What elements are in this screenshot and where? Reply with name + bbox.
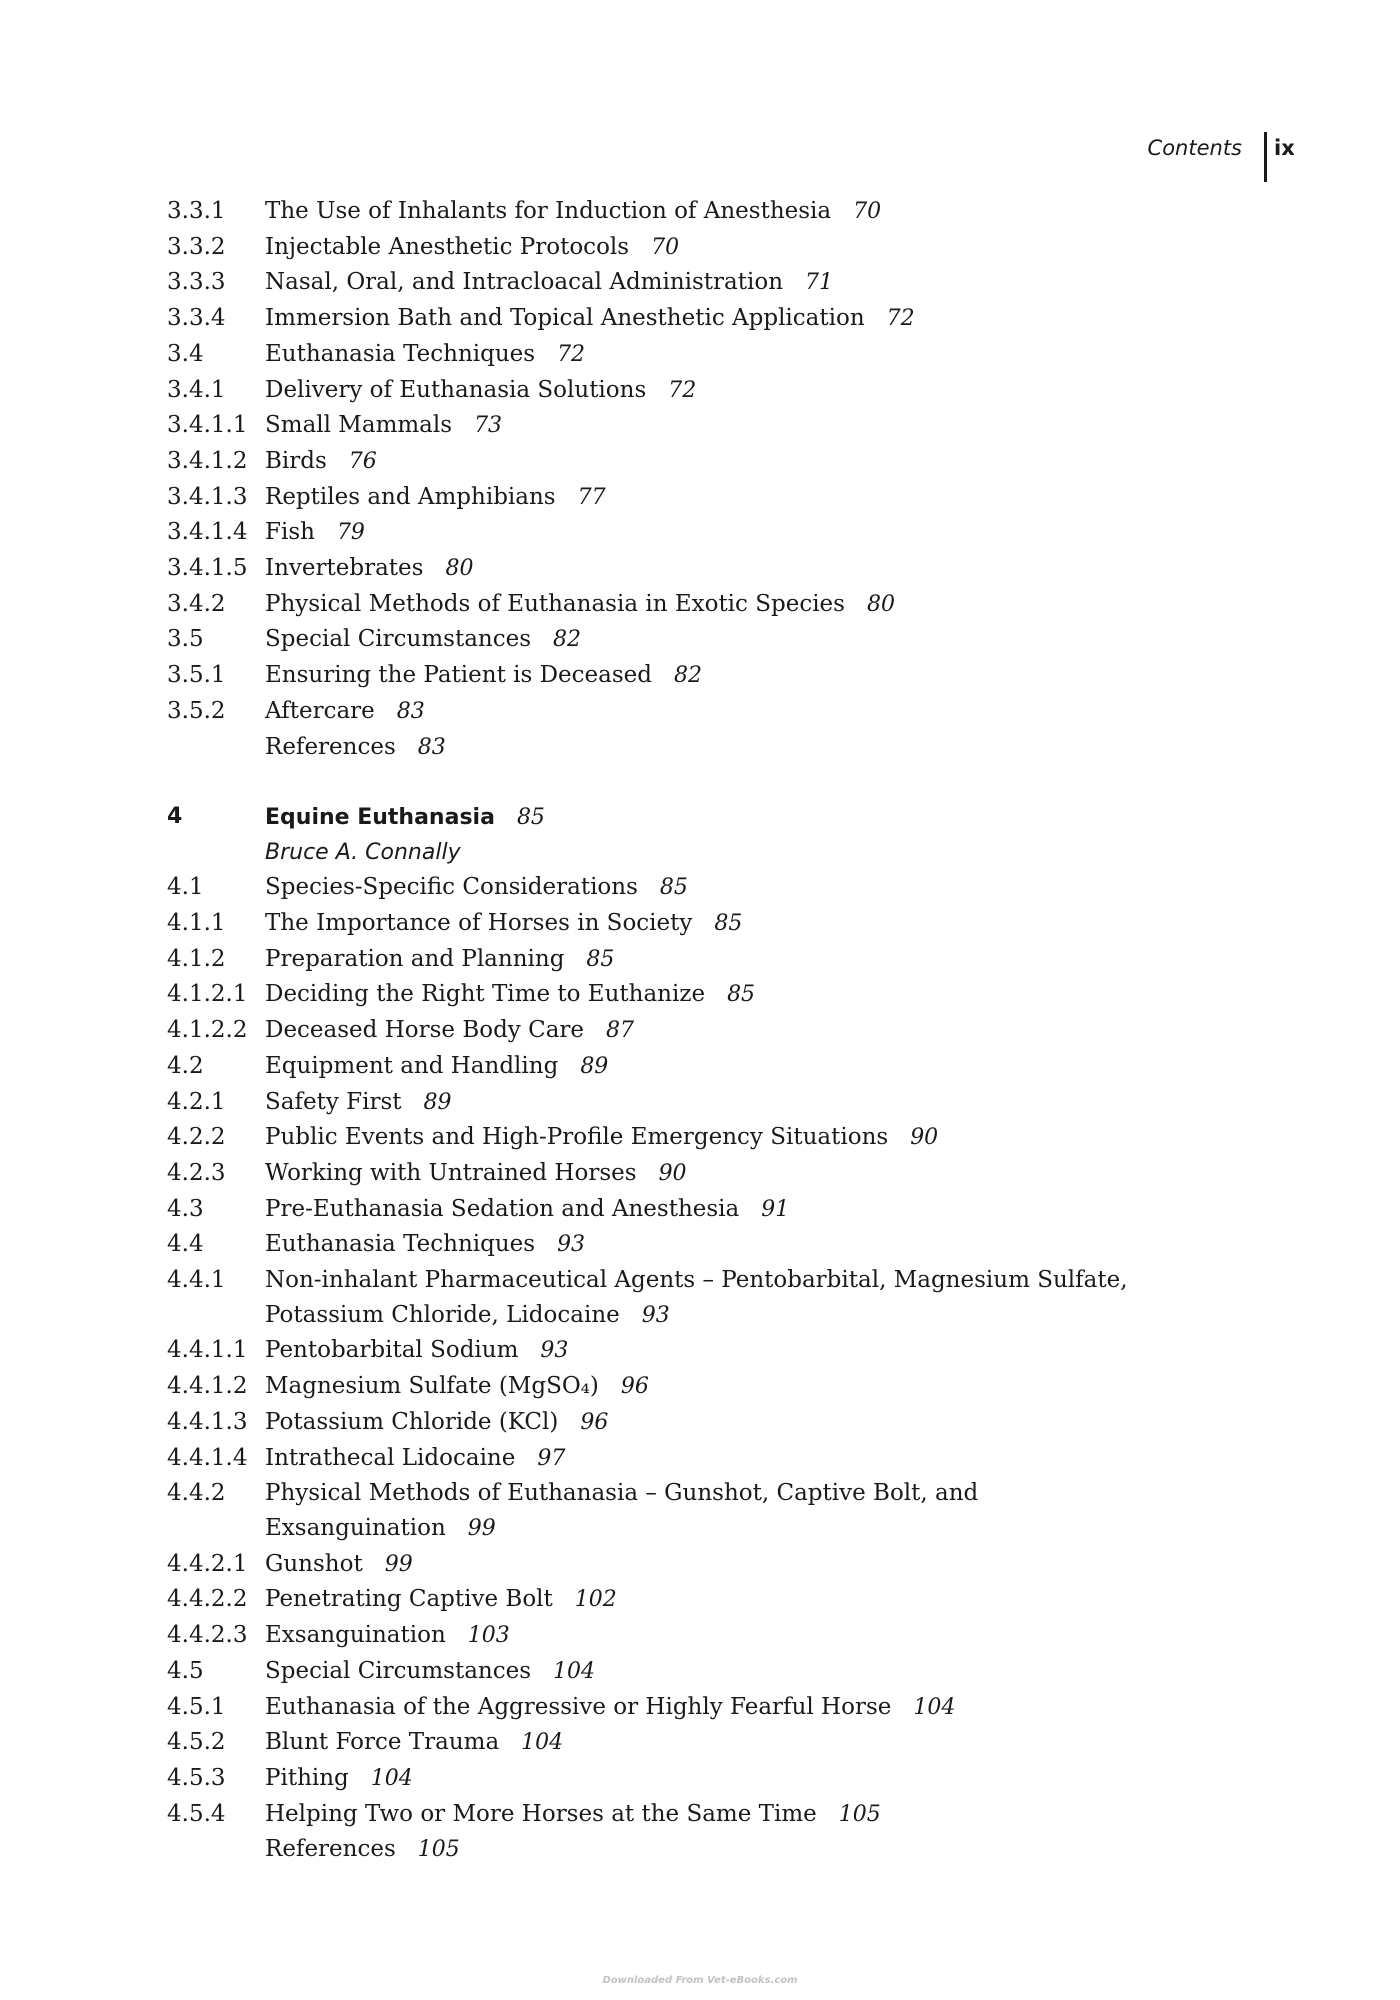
section-title: Nasal, Oral, and Intracloacal Administration	[265, 269, 784, 296]
toc-entry[interactable]	[167, 1690, 1167, 1726]
page-reference: 104	[913, 1694, 956, 1720]
toc-entry[interactable]	[167, 694, 1167, 730]
section-number: 4.4.2.1	[167, 1550, 248, 1577]
section-heading	[265, 301, 1145, 337]
section-number: 4.4.2.2	[167, 1586, 248, 1613]
page-reference: 90	[658, 1160, 687, 1186]
section-heading	[265, 1120, 1145, 1156]
toc-entry[interactable]	[167, 1192, 1167, 1228]
running-head	[1100, 132, 1295, 182]
section-heading	[265, 694, 1145, 730]
section-heading	[265, 1333, 1145, 1369]
section-heading	[265, 1369, 1145, 1405]
section-title: Special Circumstances	[265, 1657, 532, 1684]
toc-entry[interactable]	[167, 1369, 1167, 1405]
section-heading	[265, 265, 1145, 301]
page-reference: 72	[557, 341, 586, 367]
toc-entry[interactable]	[167, 1547, 1167, 1583]
section-number: 4.1.2.1	[167, 981, 248, 1008]
table-of-contents	[167, 194, 1167, 1868]
section-title: Equipment and Handling	[265, 1052, 559, 1079]
download-footer: Downloaded From Vet-eBooks.com	[602, 1975, 798, 1986]
section-heading	[265, 1725, 1145, 1761]
section-title: Physical Methods of Euthanasia – Gunshot, Captive Bolt, and Exsanguination	[265, 1480, 979, 1541]
section-heading	[265, 1156, 1145, 1192]
section-number: 3.4.2	[167, 590, 226, 617]
section-title: Working with Untrained Horses	[265, 1159, 637, 1186]
page-reference: 71	[805, 270, 834, 296]
section-heading	[265, 1547, 1145, 1583]
section-title: Invertebrates	[265, 555, 424, 582]
section-heading	[265, 1797, 1145, 1833]
toc-spacer	[167, 765, 1167, 800]
section-number: 3.3.4	[167, 305, 226, 332]
toc-entry[interactable]	[167, 337, 1167, 373]
section-title: Birds	[265, 447, 327, 474]
section-number: 4.4.1.2	[167, 1373, 248, 1400]
section-heading	[265, 1476, 1145, 1546]
page-reference: 97	[537, 1445, 566, 1471]
page-number: ix	[1274, 136, 1295, 160]
toc-entry[interactable]	[167, 587, 1167, 623]
section-heading	[265, 870, 1145, 906]
section-title: Reptiles and Amphibians	[265, 483, 556, 510]
section-title: Euthanasia Techniques	[265, 1231, 536, 1258]
toc-entry[interactable]	[167, 373, 1167, 409]
section-heading	[265, 337, 1145, 373]
section-title: Public Events and High-Profile Emergency Situations	[265, 1124, 889, 1151]
section-heading	[265, 194, 1145, 230]
section-number: 4.1.2.2	[167, 1017, 248, 1044]
section-number: 3.3.3	[167, 269, 226, 296]
section-title: Exsanguination	[265, 1622, 446, 1649]
section-title: Pre-Euthanasia Sedation and Anesthesia	[265, 1195, 740, 1222]
section-title: Gunshot	[265, 1550, 363, 1577]
section-number: 4.5.2	[167, 1729, 226, 1756]
page-reference: 79	[336, 520, 365, 546]
section-heading	[265, 1654, 1145, 1690]
toc-entry[interactable]	[167, 408, 1167, 444]
toc-entry[interactable]	[167, 1476, 1167, 1546]
section-title: References	[265, 1836, 396, 1863]
section-number: 3.4.1.5	[167, 555, 248, 582]
section-heading	[265, 906, 1145, 942]
section-number: 4.4.2.3	[167, 1622, 248, 1649]
section-number: 4.5.1	[167, 1693, 226, 1720]
toc-entry[interactable]	[167, 1156, 1167, 1192]
toc-entry[interactable]	[167, 942, 1167, 978]
section-number: 3.3.2	[167, 233, 226, 260]
toc-entry[interactable]	[167, 1263, 1167, 1333]
section-title: Safety First	[265, 1088, 402, 1115]
section-title: Intrathecal Lidocaine	[265, 1444, 516, 1471]
section-heading	[265, 1192, 1145, 1228]
section-number: 4.2	[167, 1052, 204, 1079]
section-number: 3.4.1	[167, 376, 226, 403]
page-reference: 83	[417, 734, 446, 760]
section-number: 3.4.1.4	[167, 519, 248, 546]
page-reference: 85	[516, 804, 545, 830]
toc-entry[interactable]	[167, 1333, 1167, 1369]
section-title: Blunt Force Trauma	[265, 1729, 500, 1756]
toc-chapter-entry[interactable]	[167, 800, 1167, 836]
section-title: Injectable Anesthetic Protocols	[265, 233, 630, 260]
section-title: Penetrating Captive Bolt	[265, 1586, 553, 1613]
toc-entry[interactable]	[167, 730, 1167, 766]
page-reference: 72	[886, 306, 915, 332]
toc-entry[interactable]	[167, 444, 1167, 480]
section-heading	[265, 230, 1145, 266]
section-heading	[265, 658, 1145, 694]
section-number: 4.4.1.3	[167, 1408, 248, 1435]
section-title: Deceased Horse Body Care	[265, 1017, 585, 1044]
page-reference: 70	[853, 199, 882, 224]
running-head-label: Contents	[1147, 136, 1242, 160]
page-reference: 105	[838, 1801, 881, 1827]
section-number: 4.2.1	[167, 1088, 226, 1115]
page-reference: 96	[580, 1409, 609, 1435]
section-title: Equine Euthanasia	[265, 804, 495, 830]
section-heading	[265, 1441, 1145, 1477]
section-number: 4.5.3	[167, 1764, 226, 1791]
section-heading	[265, 551, 1145, 587]
section-number: 4.2.3	[167, 1159, 226, 1186]
toc-entry[interactable]	[167, 658, 1167, 694]
page-reference: 82	[553, 627, 582, 653]
page-reference: 87	[606, 1018, 635, 1044]
section-heading	[265, 587, 1145, 623]
section-title: The Use of Inhalants for Induction of Anesthesia	[265, 198, 832, 224]
section-title: Delivery of Euthanasia Solutions	[265, 376, 647, 403]
page-reference: 85	[659, 875, 688, 901]
toc-entry[interactable]	[167, 1441, 1167, 1477]
chapter-author: Bruce A. Connally	[265, 839, 461, 865]
section-heading	[265, 1263, 1145, 1333]
section-title: The Importance of Horses in Society	[265, 910, 693, 937]
running-head-rule	[1264, 132, 1267, 182]
page-reference: 80	[445, 556, 474, 582]
page-reference: 85	[714, 911, 743, 937]
page-reference: 76	[348, 448, 377, 474]
section-heading	[265, 1690, 1145, 1726]
section-heading	[265, 730, 1145, 766]
page-reference: 104	[521, 1730, 564, 1756]
page-reference: 89	[580, 1053, 609, 1079]
toc-entry[interactable]	[167, 1013, 1167, 1049]
section-title: Special Circumstances	[265, 626, 532, 653]
section-title: Small Mammals	[265, 412, 453, 439]
toc-entry[interactable]	[167, 906, 1167, 942]
toc-entry[interactable]	[167, 1582, 1167, 1618]
section-title: Preparation and Planning	[265, 945, 565, 972]
toc-entry[interactable]	[167, 1049, 1167, 1085]
section-heading	[265, 515, 1145, 551]
page-reference: 99	[384, 1551, 413, 1577]
section-title: Deciding the Right Time to Euthanize	[265, 981, 706, 1008]
section-heading	[265, 1761, 1145, 1797]
page-reference: 93	[641, 1302, 670, 1328]
section-heading	[265, 1085, 1145, 1121]
toc-entry[interactable]	[167, 1618, 1167, 1654]
section-number: 3.4	[167, 340, 204, 367]
page-reference: 91	[761, 1196, 790, 1222]
section-number: 4.4	[167, 1231, 204, 1258]
page-reference: 93	[540, 1338, 569, 1364]
page-reference: 85	[727, 982, 756, 1008]
toc-entry[interactable]	[167, 1832, 1167, 1868]
section-title: Species-Specific Considerations	[265, 874, 638, 901]
section-title: Non-inhalant Pharmaceutical Agents – Pentobarbital, Magnesium Sulfate, Potassium Chloride, Lidocaine	[265, 1267, 1128, 1328]
toc-entry[interactable]	[167, 1120, 1167, 1156]
section-heading	[265, 1832, 1145, 1868]
section-number: 3.5	[167, 626, 204, 653]
section-title: Aftercare	[265, 697, 375, 724]
section-number: 3.5.2	[167, 697, 226, 724]
page-reference: 83	[396, 698, 425, 724]
section-title: Potassium Chloride (KCl)	[265, 1408, 559, 1435]
section-number: 3.4.1.1	[167, 412, 248, 439]
page-reference: 104	[553, 1658, 596, 1684]
page-reference: 103	[467, 1623, 510, 1649]
page-reference: 85	[586, 946, 615, 972]
section-number: 4.1.1	[167, 910, 226, 937]
toc-entry[interactable]	[167, 1725, 1167, 1761]
section-title: Euthanasia of the Aggressive or Highly Fearful Horse	[265, 1693, 892, 1720]
section-number: 4.5	[167, 1657, 204, 1684]
section-heading	[265, 1582, 1145, 1618]
section-title: Pithing	[265, 1764, 349, 1791]
section-number: 3.4.1.2	[167, 447, 248, 474]
page-reference: 93	[557, 1232, 586, 1258]
section-title: Euthanasia Techniques	[265, 340, 536, 367]
section-heading	[265, 373, 1145, 409]
section-number: 4.3	[167, 1195, 204, 1222]
toc-entry[interactable]	[167, 194, 1167, 230]
section-number: 4.1.2	[167, 945, 226, 972]
page-reference: 99	[467, 1516, 496, 1541]
section-number: 3.5.1	[167, 662, 226, 689]
toc-entry[interactable]	[167, 977, 1167, 1013]
section-heading	[265, 977, 1145, 1013]
page-reference: 102	[574, 1587, 617, 1613]
section-title: Ensuring the Patient is Deceased	[265, 662, 652, 689]
section-number: 4.4.1.1	[167, 1337, 248, 1364]
toc-entry[interactable]	[167, 1085, 1167, 1121]
section-number: 4.4.1	[167, 1267, 226, 1294]
section-heading	[265, 1049, 1145, 1085]
page-reference: 96	[620, 1374, 649, 1400]
page-reference: 80	[866, 591, 895, 617]
section-number: 3.3.1	[167, 198, 226, 224]
section-heading	[265, 480, 1145, 516]
section-heading	[265, 942, 1145, 978]
section-heading	[265, 1013, 1145, 1049]
section-number: 4.4.1.4	[167, 1444, 248, 1471]
page-reference: 105	[417, 1837, 460, 1863]
page-reference: 72	[668, 377, 697, 403]
toc-entry[interactable]	[167, 622, 1167, 658]
toc-entry[interactable]	[167, 265, 1167, 301]
section-number: 3.4.1.3	[167, 483, 248, 510]
section-title: Physical Methods of Euthanasia in Exotic Species	[265, 590, 845, 617]
section-number: 4.1	[167, 874, 204, 901]
section-number: 4.2.2	[167, 1124, 226, 1151]
section-title: Immersion Bath and Topical Anesthetic Application	[265, 305, 865, 332]
toc-entry[interactable]	[167, 1797, 1167, 1833]
section-title: Fish	[265, 519, 315, 546]
toc-entry[interactable]	[167, 551, 1167, 587]
page-reference: 82	[674, 663, 702, 689]
toc-entry[interactable]	[167, 1654, 1167, 1690]
toc-entry[interactable]	[167, 301, 1167, 337]
section-title: References	[265, 733, 396, 760]
section-heading	[265, 1227, 1145, 1263]
section-heading	[265, 622, 1145, 658]
section-heading	[265, 408, 1145, 444]
page-reference: 70	[651, 234, 680, 260]
section-number: 4.4.2	[167, 1480, 226, 1507]
section-title: Helping Two or More Horses at the Same Time	[265, 1800, 817, 1827]
section-heading	[265, 1405, 1145, 1441]
toc-entry[interactable]	[167, 1227, 1167, 1263]
toc-entry[interactable]	[167, 870, 1167, 906]
section-number: 4.5.4	[167, 1800, 226, 1827]
toc-entry[interactable]	[167, 515, 1167, 551]
section-heading	[265, 444, 1145, 480]
toc-entry[interactable]	[167, 1761, 1167, 1797]
toc-entry[interactable]	[167, 230, 1167, 266]
page-reference: 104	[370, 1765, 413, 1791]
section-heading	[265, 1618, 1145, 1654]
page-reference: 73	[474, 413, 503, 439]
section-heading	[265, 800, 1145, 836]
page-reference: 77	[577, 484, 606, 510]
section-number: 4	[167, 803, 183, 829]
page-reference: 89	[423, 1089, 452, 1115]
section-title: Magnesium Sulfate (MgSO₄)	[265, 1373, 599, 1400]
page-reference: 90	[910, 1125, 939, 1151]
toc-entry[interactable]	[167, 1405, 1167, 1441]
section-title: Pentobarbital Sodium	[265, 1337, 519, 1364]
toc-entry[interactable]	[167, 480, 1167, 516]
